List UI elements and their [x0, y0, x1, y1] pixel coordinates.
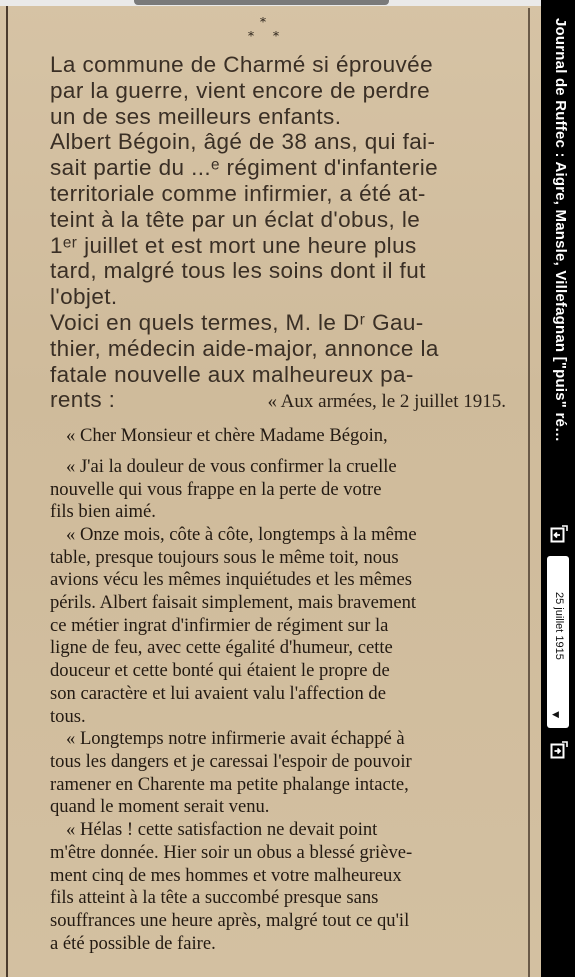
paragraph-intro: La commune de Charmé si éprouvée par la guerre, vient encore de perdre un de ses meilleurs enfants. — [50, 52, 433, 129]
journal-title[interactable]: Journal de Ruffec : Aigre, Mansle, Villefagnan ["puis" ré… — [552, 18, 569, 443]
paragraph-letter-intro: Voici en quels termes, M. le Dʳ Gau- thier, médecin aide-major, annonce la fatale nouvelle aux malheureux pa- rents : — [50, 309, 439, 413]
letter-paragraph: « Onze mois, côte à côte, longtemps à la même table, presque toujours sous le même toit, nous avions vécu les mêmes inquiétudes et les mêmes périls. Albert faisait simplement, mais bravement ce métier ingrat d'infirmier de régiment sur la ligne de feu, avec cette égalité d'humeur, cette douceur et cette bonté qui étaient le propre de son caractère et lui avaient valu l'affection de tous. — [50, 523, 417, 727]
article-lead — [50, 52, 516, 413]
column-rule-left — [6, 6, 8, 977]
paragraph-death-notice: Albert Bégoin, âgé de 38 ans, qui fai- sait partie du ...ᵉ régiment d'infanterie territoriale comme infirmier, a été at- teint à la tête par un éclat d'obus, le 1ᵉʳ juillet et est mort une heure plus tard, malgré tous les soins dont il fut l'objet. — [50, 129, 439, 310]
page-prev-icon[interactable] — [550, 525, 568, 543]
letter-paragraph: « J'ai la douleur de vous confirmer la cruelle nouvelle qui vous frappe en la perte de votre fils bien aimé. — [50, 455, 397, 523]
asterism-divider: * * * — [248, 15, 279, 43]
issue-date-selector[interactable]: 25 juillet 1915 — [547, 556, 569, 728]
column-rule-right — [528, 8, 530, 977]
caret-left-icon[interactable]: ◀ — [552, 710, 559, 720]
viewer-top-bar — [0, 0, 575, 6]
letter-paragraph: « Longtemps notre infirmerie avait échappé à tous les dangers et je caressai l'espoir de pouvoir ramener en Charente ma petite phalange intacte, quand le moment serait venu. — [50, 728, 412, 818]
letter-salutation: « Cher Monsieur et chère Madame Bégoin, — [66, 425, 388, 447]
scroll-handle[interactable] — [134, 0, 389, 5]
letter-dateline: « Aux armées, le 2 juillet 1915. — [267, 391, 506, 413]
article-column — [50, 52, 516, 955]
letter-body — [50, 425, 516, 955]
page-next-icon[interactable] — [550, 741, 568, 759]
document-sidebar — [541, 0, 575, 977]
letter-paragraph: « Hélas ! cette satisfaction ne devait point m'être donnée. Hier soir un obus a blessé griève- ment cinq de mes hommes et votre malheureux fils atteint à la tête a succombé presque sans souffrances une heure après, malgré tout ce qu'il a été possible de faire. — [50, 819, 413, 954]
